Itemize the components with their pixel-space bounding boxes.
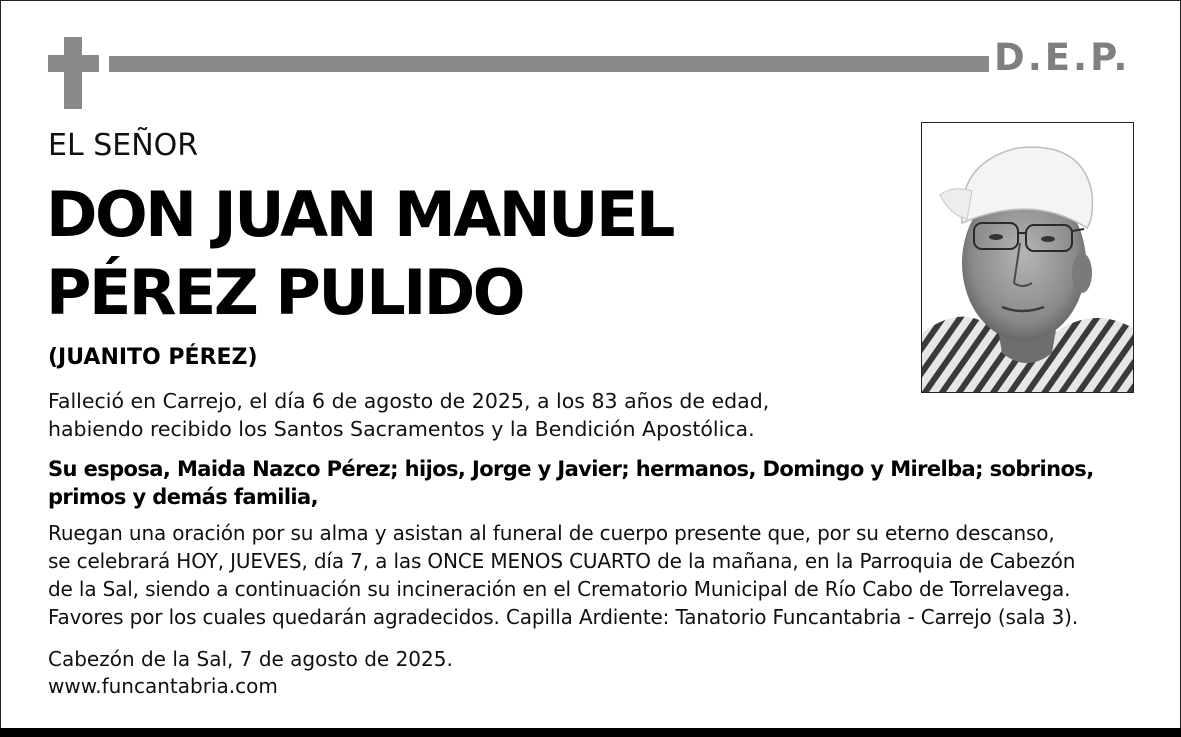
request-line-1: Ruegan una oración por su alma y asistan al funeral de cuerpo presente que, por su eterno descanso, bbox=[48, 521, 1055, 545]
deceased-name bbox=[46, 176, 673, 332]
bottom-rule bbox=[0, 728, 1181, 737]
funeral-request bbox=[48, 519, 1078, 631]
request-line-4: Favores por los cuales quedarán agradecidos. Capilla Ardiente: Tanatorio Funcantabria - Carrejo (sala 3). bbox=[48, 605, 1079, 629]
request-line-3: de la Sal, siendo a continuación su incineración en el Crematorio Municipal de Río Cabo de Torrelavega. bbox=[48, 577, 1071, 601]
nickname: (JUANITO PÉREZ) bbox=[48, 345, 258, 370]
family-list: Su esposa, Maida Nazco Pérez; hijos, Jorge y Javier; hermanos, Domingo y Mirelba; sobrinos, primos y demás familia, bbox=[48, 457, 1094, 509]
header-rule bbox=[109, 56, 989, 72]
website-link[interactable]: www.funcantabria.com bbox=[48, 674, 278, 698]
place-date: Cabezón de la Sal, 7 de agosto de 2025. bbox=[48, 647, 453, 671]
footer bbox=[48, 646, 453, 700]
name-line-1: DON JUAN MANUEL bbox=[46, 178, 673, 251]
honorific: EL SEÑOR bbox=[48, 128, 199, 163]
dep-label: D.E.P. bbox=[994, 36, 1131, 79]
death-notice bbox=[48, 387, 769, 443]
portrait-photo bbox=[921, 122, 1134, 393]
death-line-1: Falleció en Carrejo, el día 6 de agosto de 2025, a los 83 años de edad, bbox=[48, 389, 770, 413]
request-line-2: se celebrará HOY, JUEVES, día 7, a las ONCE MENOS CUARTO de la mañana, en la Parroquia de Cabezón bbox=[48, 549, 1076, 573]
name-line-2: PÉREZ PULIDO bbox=[46, 256, 523, 329]
death-line-2: habiendo recibido los Santos Sacramentos y la Bendición Apostólica. bbox=[48, 417, 755, 441]
cross-icon bbox=[48, 37, 99, 109]
